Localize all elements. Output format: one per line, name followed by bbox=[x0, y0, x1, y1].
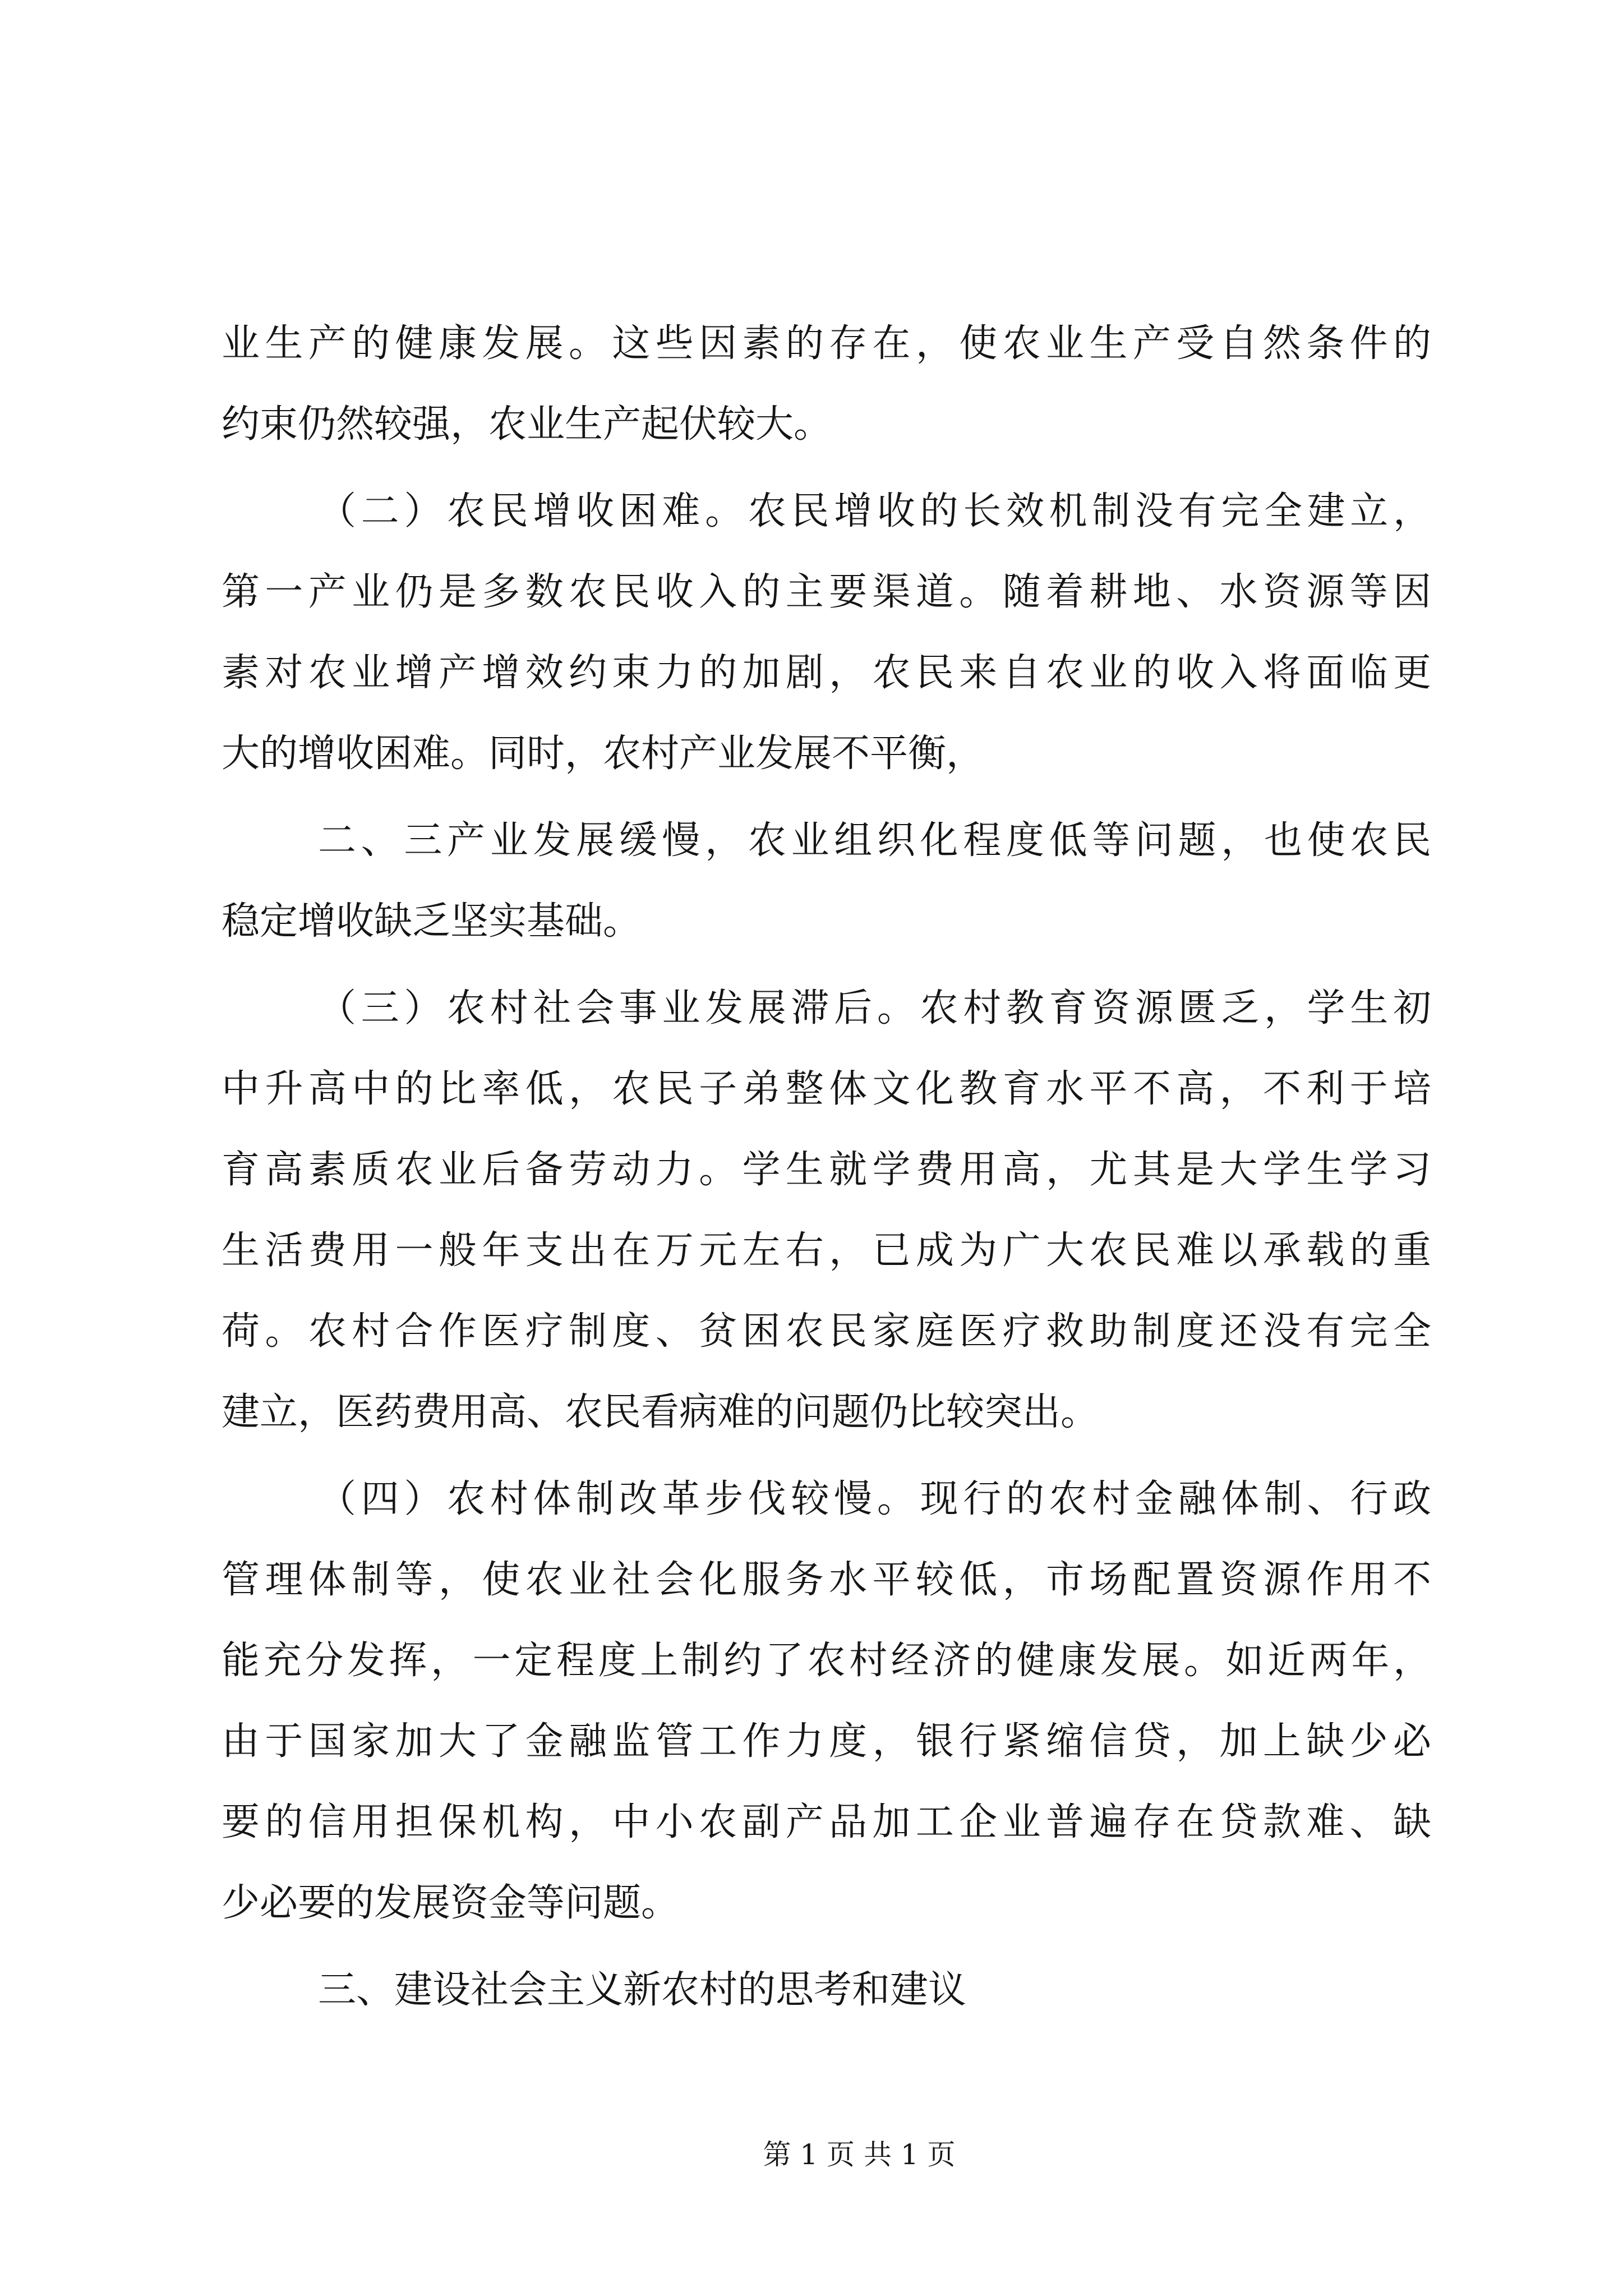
text-line: 大的增收困难。同时，农村产业发展不平衡， bbox=[222, 731, 985, 776]
text-line: 业生产的健康发展。这些因素的存在，使农业生产受自然条件的 bbox=[222, 321, 1431, 366]
text-line: 中升高中的比率低，农民子弟整体文化教育水平不高，不利于培 bbox=[222, 1067, 1431, 1111]
document-body bbox=[222, 303, 1431, 2031]
text-line: 育高素质农业后备劳动力。学生就学费用高，尤其是大学生学习 bbox=[222, 1148, 1431, 1192]
text-line: 荷。农村合作医疗制度、贫困农民家庭医疗救助制度还没有完全 bbox=[222, 1309, 1431, 1354]
text-line: 稳定增收缺乏坚实基础。 bbox=[222, 899, 642, 944]
paragraph-continuation bbox=[222, 303, 1431, 465]
section-heading bbox=[222, 1950, 1431, 2031]
text-line: 第一产业仍是多数农民收入的主要渠道。随着耕地、水资源等因 bbox=[222, 570, 1431, 614]
paragraph-industry bbox=[222, 800, 1431, 962]
page-footer: 第 1 页 共 1 页 bbox=[763, 2138, 956, 2171]
paragraph-social-services bbox=[222, 968, 1431, 1453]
text-line: 约束仍然较强，农业生产起伏较大。 bbox=[222, 402, 832, 447]
text-line: （四）农村体制改革步伐较慢。现行的农村金融体制、行政 bbox=[318, 1477, 1431, 1521]
text-line: 二、三产业发展缓慢，农业组织化程度低等问题，也使农民 bbox=[318, 818, 1431, 863]
text-line: 素对农业增产增效约束力的加剧，农民来自农业的收入将面临更 bbox=[222, 651, 1431, 695]
paragraph-institutional-reform bbox=[222, 1459, 1431, 1944]
text-line: 生活费用一般年支出在万元左右，已成为广大农民难以承载的重 bbox=[222, 1228, 1431, 1273]
text-line: 能充分发挥，一定程度上制约了农村经济的健康发展。如近两年， bbox=[222, 1639, 1431, 1683]
text-line: （三）农村社会事业发展滞后。农村教育资源匮乏，学生初 bbox=[318, 986, 1431, 1030]
heading-line: 三、建设社会主义新农村的思考和建议 bbox=[318, 1968, 967, 2012]
text-line: 管理体制等，使农业社会化服务水平较低，市场配置资源作用不 bbox=[222, 1558, 1431, 1602]
text-line: 建立，医药费用高、农民看病难的问题仍比较突出。 bbox=[222, 1390, 1099, 1434]
text-line: 少必要的发展资金等问题。 bbox=[222, 1881, 680, 1925]
text-line: （二）农民增收困难。农民增收的长效机制没有完全建立， bbox=[318, 489, 1431, 533]
paragraph-farmer-income bbox=[222, 471, 1431, 794]
text-line: 由于国家加大了金融监管工作力度，银行紧缩信贷，加上缺少必 bbox=[222, 1719, 1431, 1764]
text-line: 要的信用担保机构，中小农副产品加工企业普遍存在贷款难、缺 bbox=[222, 1800, 1431, 1844]
